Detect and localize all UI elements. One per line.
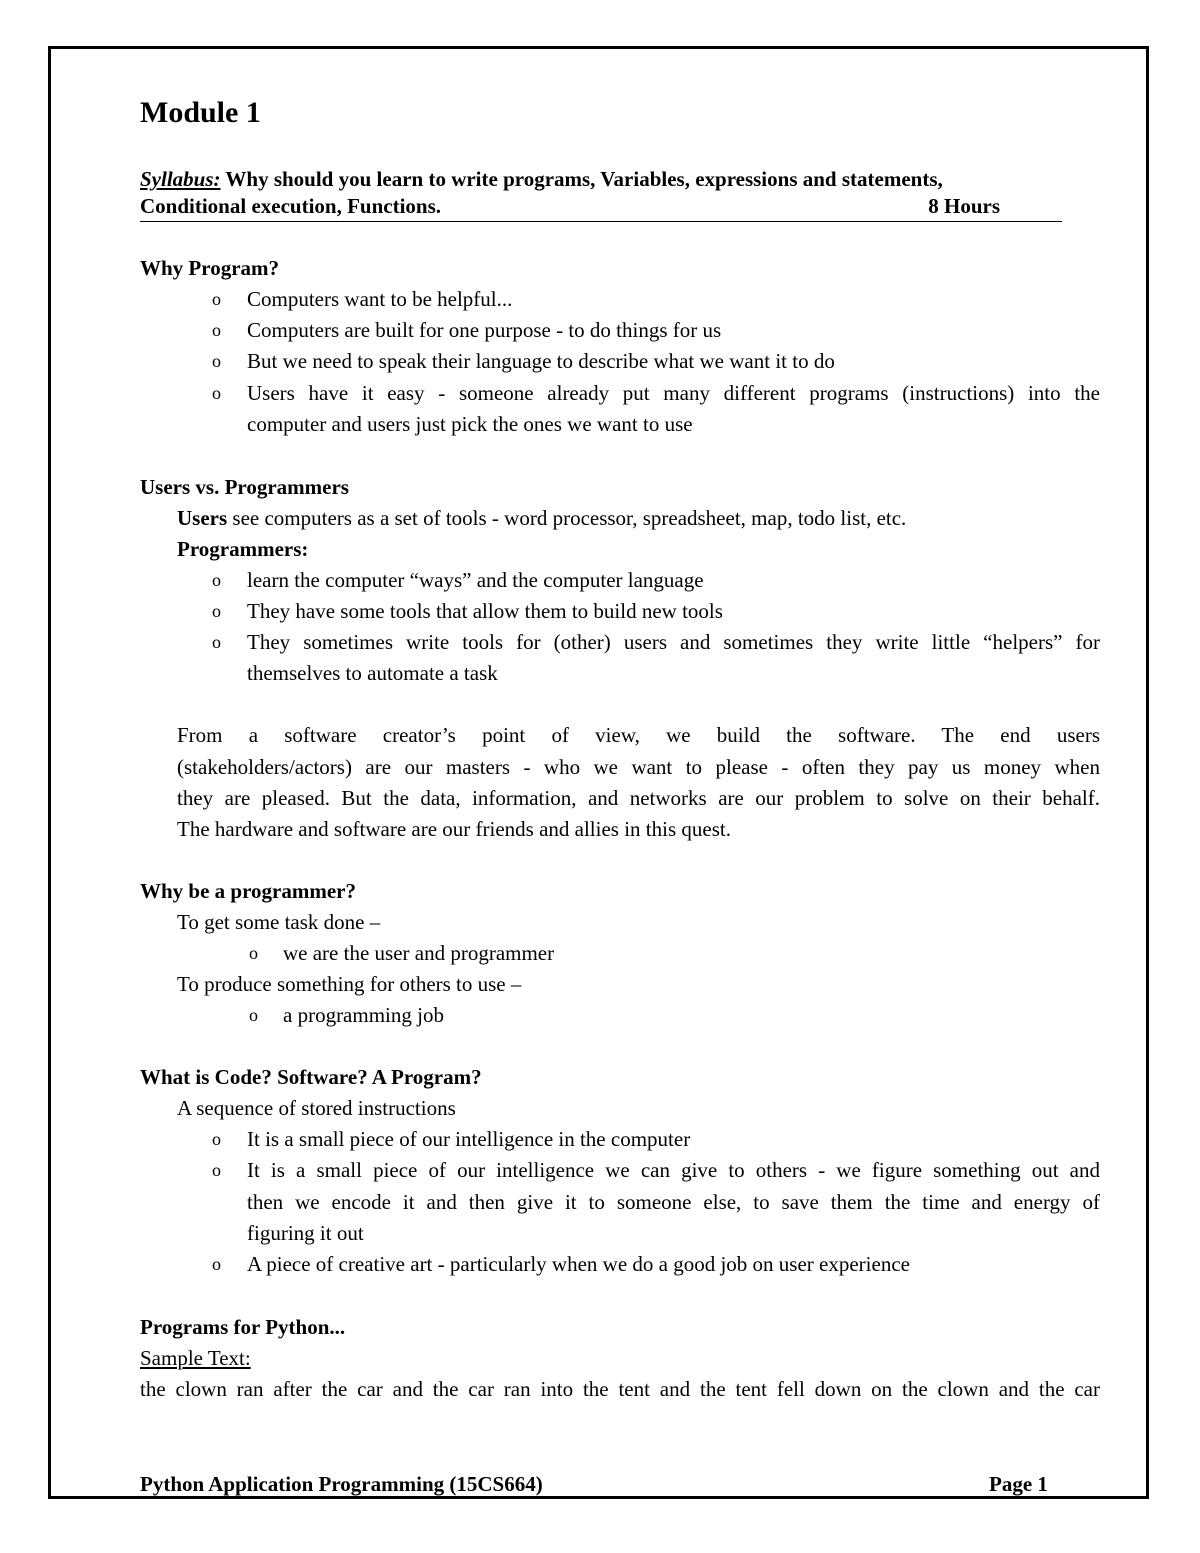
list-item: learn the computer “ways” and the computer language <box>247 568 704 592</box>
reason-line: To get some task done – <box>177 910 381 934</box>
heading-programs-for-python: Programs for Python... <box>140 1315 346 1339</box>
list-item-continuation: figuring it out <box>247 1221 364 1245</box>
bullet-icon: o <box>212 289 221 309</box>
footer-page-number: Page 1 <box>989 1472 1048 1496</box>
list-item-continuation: then we encode it and then give it to someone else, to save them the time and energy of <box>247 1190 1100 1214</box>
bullet-icon: o <box>249 1005 258 1025</box>
users-description <box>177 505 906 531</box>
syllabus-text-2: Conditional execution, Functions. <box>140 194 442 218</box>
bullet-icon: o <box>249 943 258 963</box>
syllabus-row-1 <box>140 166 1062 193</box>
list-item: But we need to speak their language to describe what we want it to do <box>247 349 835 373</box>
paragraph-line: From a software creator’s point of view, we build the software. The end users <box>177 723 1100 747</box>
bullet-icon: o <box>212 1254 221 1274</box>
paragraph-line: The hardware and software are our friends and allies in this quest. <box>177 817 731 841</box>
bullet-icon: o <box>212 1160 221 1180</box>
list-item: They sometimes write tools for (other) users and sometimes they write little “helpers” for <box>247 630 1100 654</box>
syllabus-hours: 8 Hours <box>928 194 1000 218</box>
footer-course-title: Python Application Programming (15CS664) <box>140 1472 543 1496</box>
list-item: They have some tools that allow them to build new tools <box>247 599 723 623</box>
users-bold: Users <box>177 506 228 530</box>
list-item: A piece of creative art - particularly when we do a good job on user experience <box>247 1252 910 1276</box>
sample-text-label: Sample Text: <box>140 1346 251 1370</box>
list-item: Users have it easy - someone already put many different programs (instructions) into the <box>247 381 1100 405</box>
syllabus-text-1: Why should you learn to write programs, Variables, expressions and statements, <box>225 167 943 191</box>
syllabus-row-2 <box>140 193 1062 220</box>
bullet-icon: o <box>212 601 221 621</box>
bullet-icon: o <box>212 320 221 340</box>
list-item: we are the user and programmer <box>283 941 555 965</box>
list-item-continuation: themselves to automate a task <box>247 661 498 685</box>
list-item: Computers are built for one purpose - to do things for us <box>247 318 722 342</box>
list-item-continuation: computer and users just pick the ones we want to use <box>247 412 693 436</box>
sample-text: the clown ran after the car and the car ran into the tent and the tent fell down on the clown and the car <box>140 1377 1100 1401</box>
list-item: It is a small piece of our intelligence we can give to others - we figure something out and <box>247 1158 1100 1182</box>
heading-why-be-programmer: Why be a programmer? <box>140 879 356 903</box>
list-item: a programming job <box>283 1003 444 1027</box>
programmers-label: Programmers: <box>177 537 309 561</box>
syllabus-label: Syllabus: <box>140 167 221 191</box>
bullet-icon: o <box>212 570 221 590</box>
list-item: Computers want to be helpful... <box>247 287 513 311</box>
bullet-icon: o <box>212 632 221 652</box>
heading-users-vs-programmers: Users vs. Programmers <box>140 475 349 499</box>
page-title: Module 1 <box>140 96 261 129</box>
paragraph-line: they are pleased. But the data, information, and networks are our problem to solve on their behalf. <box>177 786 1100 810</box>
bullet-icon: o <box>212 351 221 371</box>
heading-what-is-code: What is Code? Software? A Program? <box>140 1065 482 1089</box>
reason-line: To produce something for others to use – <box>177 972 522 996</box>
bullet-icon: o <box>212 1129 221 1149</box>
heading-why-program: Why Program? <box>140 256 280 280</box>
syllabus-block <box>140 166 1062 222</box>
users-rest: see computers as a set of tools - word processor, spreadsheet, map, todo list, etc. <box>227 506 907 530</box>
bullet-icon: o <box>212 383 221 403</box>
paragraph-line: (stakeholders/actors) are our masters - who we want to please - often they pay us money when <box>177 755 1100 779</box>
list-item: It is a small piece of our intelligence in the computer <box>247 1127 691 1151</box>
what-is-intro: A sequence of stored instructions <box>177 1096 456 1120</box>
